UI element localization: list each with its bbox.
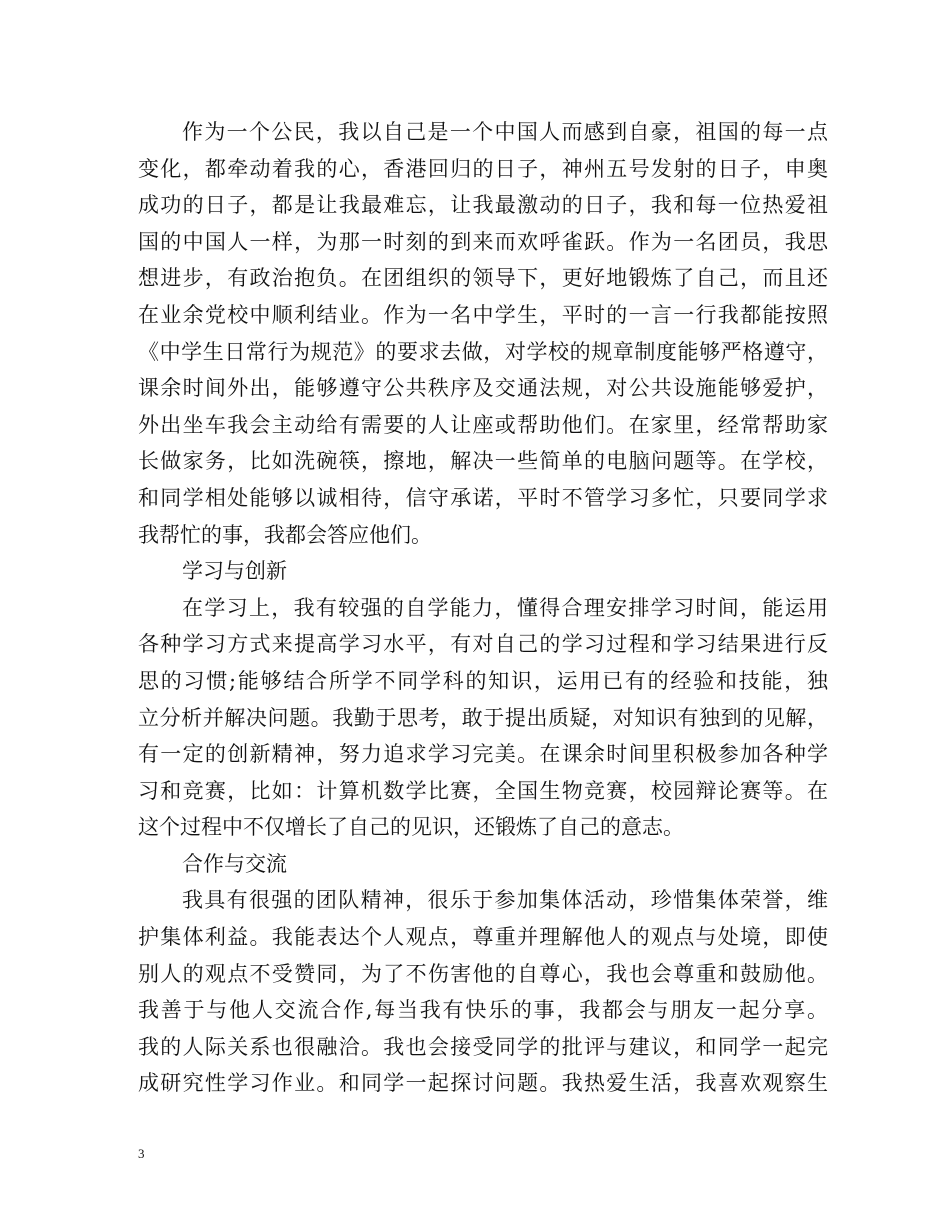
paragraph-line: 外出坐车我会主动给有需要的人让座或帮助他们。在家里，经常帮助家: [138, 412, 828, 437]
paragraph-line: 长做家务，比如洗碗筷，擦地，解决一些简单的电脑问题等。在学校，: [138, 449, 828, 474]
paragraph-line: 作为一个公民，我以自己是一个中国人而感到自豪，祖国的每一点: [182, 120, 828, 144]
paragraph-line: 成功的日子，都是让我最难忘，让我最激动的日子，我和每一位热爱祖: [138, 193, 828, 218]
paragraph-line: 我帮忙的事，我都会答应他们。: [138, 522, 432, 547]
paragraph-line: 别人的观点不受赞同，为了不伤害他的自尊心，我也会尊重和鼓励他。: [138, 961, 828, 986]
paragraph-line: 课余时间外出，能够遵守公共秩序及交通法规，对公共设施能够爱护，: [138, 376, 828, 401]
paragraph-line: 我善于与他人交流合作,每当我有快乐的事，我都会与朋友一起分享。: [138, 998, 828, 1023]
section-heading: 合作与交流: [182, 851, 287, 876]
document-body: [138, 114, 828, 1102]
paragraph-line: 和同学相处能够以诚相待，信守承诺，平时不管学习多忙，只要同学求: [138, 485, 828, 510]
paragraph-line: 《中学生日常行为规范》的要求去做，对学校的规章制度能够严格遵守，: [138, 339, 828, 364]
paragraph-line: 这个过程中不仅增长了自己的见识，还锻炼了自己的意志。: [138, 815, 684, 840]
paragraph-line: 各种学习方式来提高学习水平，有对自己的学习过程和学习结果进行反: [138, 632, 828, 657]
paragraph-line: 在业余党校中顺利结业。作为一名中学生，平时的一言一行我都能按照: [138, 302, 828, 327]
page-number: 3: [138, 1146, 145, 1161]
paragraph-line: 国的中国人一样，为那一时刻的到来而欢呼雀跃。作为一名团员，我思: [138, 229, 828, 254]
paragraph-line: 成研究性学习作业。和同学一起探讨问题。我热爱生活，我喜欢观察生: [138, 1071, 828, 1096]
paragraph-line: 习和竞赛，比如：计算机数学比赛，全国生物竞赛，校园辩论赛等。在: [138, 778, 828, 803]
paragraph-line: 我具有很强的团队精神，很乐于参加集体活动，珍惜集体荣誉，维: [182, 888, 828, 913]
paragraph-line: 在学习上，我有较强的自学能力，懂得合理安排学习时间，能运用: [182, 595, 828, 620]
paragraph-line: 变化，都牵动着我的心，香港回归的日子，神州五号发射的日子，申奥: [138, 156, 828, 181]
paragraph-line: 立分析并解决问题。我勤于思考，敢于提出质疑，对知识有独到的见解，: [138, 705, 828, 730]
paragraph-line: 思的习惯;能够结合所学不同学科的知识，运用已有的经验和技能，独: [138, 668, 828, 693]
paragraph-line: 有一定的创新精神，努力追求学习完美。在课余时间里积极参加各种学: [138, 742, 828, 767]
paragraph-line: 我的人际关系也很融洽。我也会接受同学的批评与建议，和同学一起完: [138, 1034, 828, 1059]
paragraph-line: 想进步，有政治抱负。在团组织的领导下，更好地锻炼了自己，而且还: [138, 266, 828, 291]
section-heading: 学习与创新: [182, 559, 287, 584]
paragraph-line: 护集体利益。我能表达个人观点，尊重并理解他人的观点与处境，即使: [138, 925, 828, 950]
